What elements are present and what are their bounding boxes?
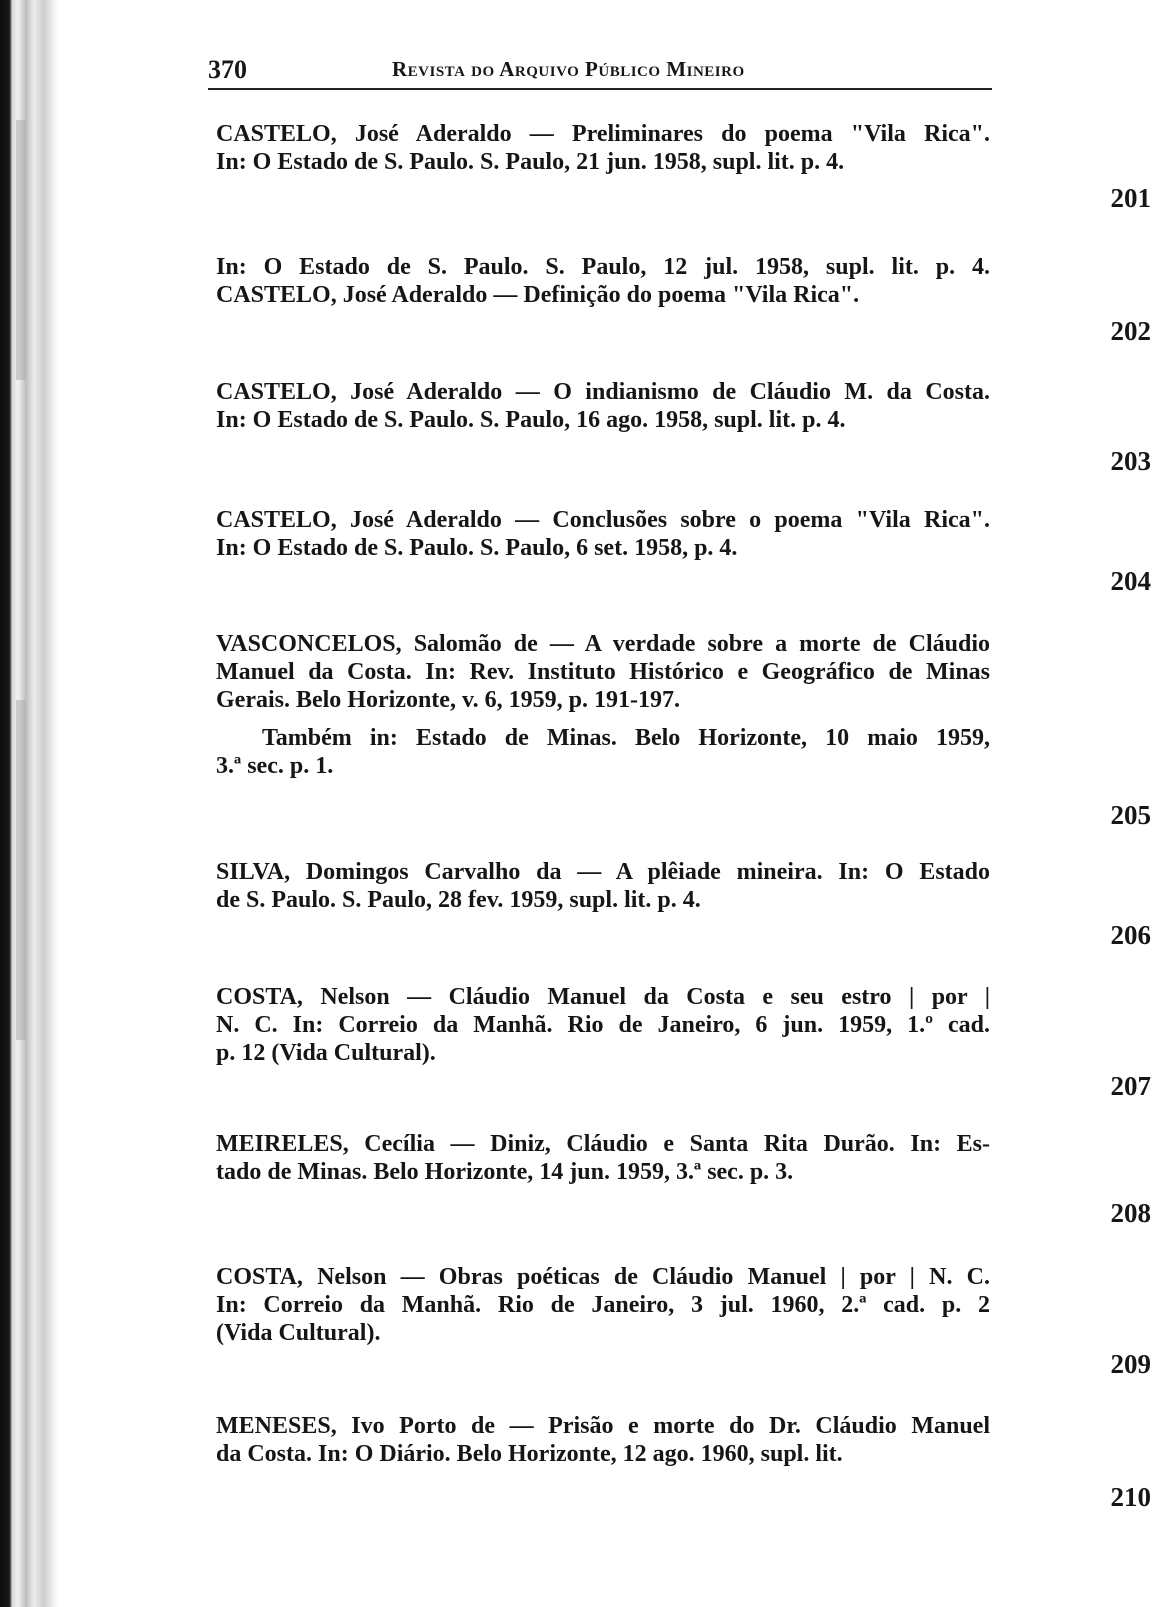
- spine-shadow-mark: [16, 120, 26, 380]
- entry-line: In: O Estado de S. Paulo. S. Paulo, 21 jun. 1958, supl. lit. p. 4.: [216, 149, 845, 175]
- entry-number: 207: [1110, 1071, 1151, 1101]
- page-header: [208, 55, 992, 87]
- entry-line: Gerais. Belo Horizonte, v. 6, 1959, p. 191-197.: [216, 687, 680, 713]
- entry-line: MEIRELES, Cecília — Diniz, Cláudio e Santa Rita Durão. In: Es-: [216, 1131, 990, 1157]
- entry-line: SILVA, Domingos Carvalho da — A plêiade mineira. In: O Estado: [216, 859, 990, 885]
- entry-line: In: O Estado de S. Paulo. S. Paulo, 16 ago. 1958, supl. lit. p. 4.: [216, 407, 846, 433]
- entry-number: 209: [1110, 1349, 1151, 1379]
- entry-line: COSTA, Nelson — Cláudio Manuel da Costa e seu estro | por |: [216, 984, 990, 1010]
- bibliography-entry: [216, 506, 990, 562]
- entry-line: In: O Estado de S. Paulo. S. Paulo, 12 jul. 1958, supl. lit. p. 4.: [216, 254, 990, 280]
- entry-line: CASTELO, José Aderaldo — Conclusões sobre o poema "Vila Rica".: [216, 507, 990, 533]
- bibliography-entry: [216, 120, 990, 176]
- header-rule: [208, 88, 992, 90]
- entry-line: N. C. In: Correio da Manhã. Rio de Janeiro, 6 jun. 1959, 1.º cad.: [216, 1012, 990, 1038]
- entry-number: 205: [1110, 800, 1151, 830]
- bibliography-entry: [216, 630, 990, 780]
- entry-line: MENESES, Ivo Porto de — Prisão e morte do Dr. Cláudio Manuel: [216, 1413, 990, 1439]
- entry-number: 208: [1110, 1198, 1151, 1228]
- spine-shadow-mark: [16, 700, 26, 1040]
- book-spine-edge: [0, 0, 58, 1607]
- entry-line: p. 12 (Vida Cultural).: [216, 1040, 436, 1066]
- page-number: 370: [208, 55, 247, 84]
- entry-line: tado de Minas. Belo Horizonte, 14 jun. 1959, 3.ª sec. p. 3.: [216, 1159, 794, 1185]
- bibliography-entry: [216, 858, 990, 914]
- bibliography-entry: [216, 1263, 990, 1347]
- entry-line: 3.ª sec. p. 1.: [216, 753, 334, 779]
- entry-number: 206: [1110, 920, 1151, 950]
- bibliography-entry: [216, 1412, 990, 1468]
- entry-number: 203: [1110, 446, 1151, 476]
- entry-line: de S. Paulo. S. Paulo, 28 fev. 1959, supl. lit. p. 4.: [216, 887, 701, 913]
- bibliography-entry: [216, 983, 990, 1067]
- entry-line: CASTELO, José Aderaldo — Preliminares do poema "Vila Rica".: [216, 121, 990, 147]
- entry-number: 210: [1110, 1482, 1151, 1512]
- entry-line: da Costa. In: O Diário. Belo Horizonte, 12 ago. 1960, supl. lit.: [216, 1441, 843, 1467]
- entry-line: (Vida Cultural).: [216, 1320, 381, 1346]
- entry-line: COSTA, Nelson — Obras poéticas de Cláudio Manuel | por | N. C.: [216, 1264, 990, 1290]
- journal-title: Revista do Arquivo Público Mineiro: [392, 57, 745, 81]
- entry-line: Manuel da Costa. In: Rev. Instituto Histórico e Geográfico de Minas: [216, 659, 990, 685]
- entry-number: 204: [1110, 566, 1151, 596]
- entry-number: 201: [1110, 183, 1151, 213]
- bibliography-entry: [216, 253, 990, 309]
- entry-line: In: Correio da Manhã. Rio de Janeiro, 3 jul. 1960, 2.ª cad. p. 2: [216, 1292, 990, 1318]
- entry-line: VASCONCELOS, Salomão de — A verdade sobre a morte de Cláudio: [216, 631, 990, 657]
- bibliography-entry: [216, 1130, 990, 1186]
- bibliography-entry: [216, 378, 990, 434]
- entry-line: CASTELO, José Aderaldo — Definição do poema "Vila Rica".: [216, 282, 860, 308]
- entry-line: Também in: Estado de Minas. Belo Horizonte, 10 maio 1959,: [262, 725, 990, 751]
- entry-line: CASTELO, José Aderaldo — O indianismo de Cláudio M. da Costa.: [216, 379, 990, 405]
- entry-line: In: O Estado de S. Paulo. S. Paulo, 6 set. 1958, p. 4.: [216, 535, 738, 561]
- entry-number: 202: [1110, 316, 1151, 346]
